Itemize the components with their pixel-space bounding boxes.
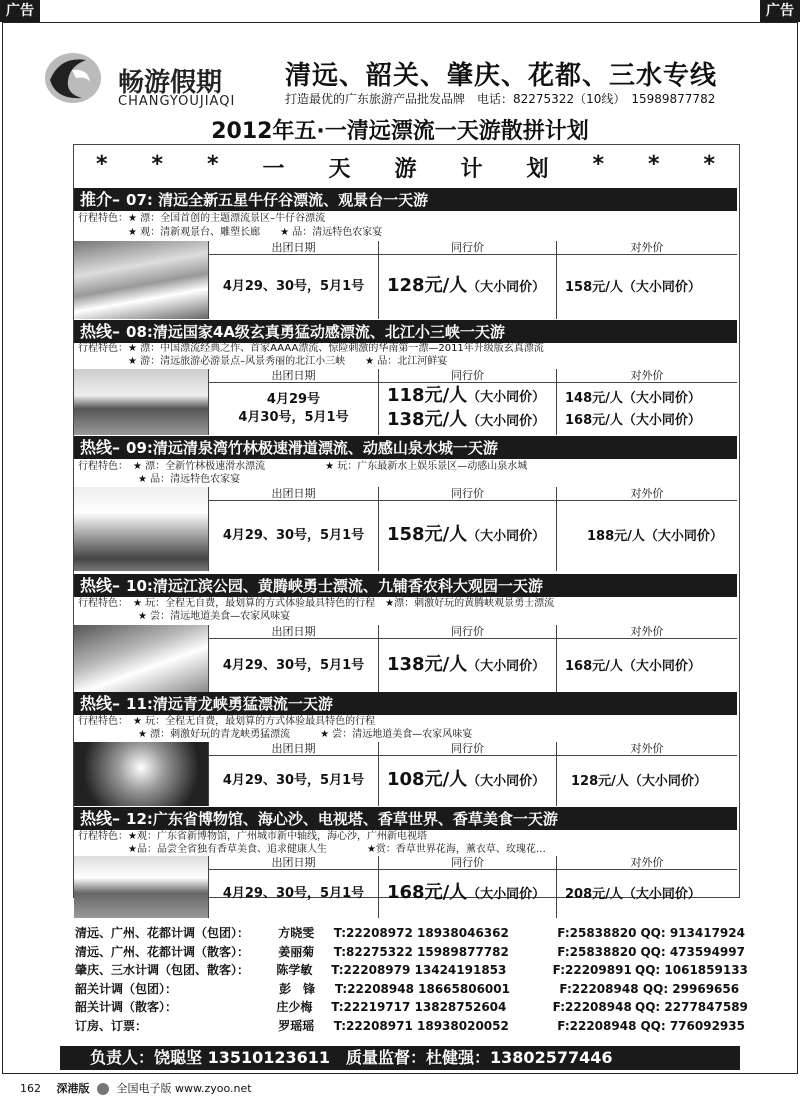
contact-tel: T:82275322 15989877782 [333, 944, 509, 959]
public-price: 128元/人 [571, 774, 629, 789]
departure-dates [208, 255, 378, 319]
headline: 清远、韶关、肇庆、花都、三水专线 [285, 61, 718, 91]
public-price-header: 对外价 [556, 487, 737, 501]
contact-row [75, 998, 748, 1017]
departure-dates [208, 501, 378, 571]
price-note: （大小同价） [622, 413, 701, 428]
trade-price: 138元/人 [387, 409, 468, 430]
stars-text-char: 划 [526, 157, 549, 182]
contact-fax: F:22208948 [557, 1018, 637, 1033]
route-title: 08:清远国家4A级玄真勇猛动感漂流、北江小三峡一天游 [126, 323, 505, 341]
stars-line [74, 152, 737, 183]
route-tag: 热线– [80, 438, 121, 457]
edition-label: 深港版 [56, 1082, 90, 1095]
star: * [95, 152, 108, 177]
route-photo [74, 487, 209, 571]
contact-fax: F:25838820 [557, 944, 637, 959]
price-table [74, 241, 737, 319]
price-table [74, 369, 737, 435]
star: * [206, 152, 219, 177]
brand-name: 畅游假期 [118, 68, 223, 98]
trade-price-header: 同行价 [378, 856, 556, 870]
route-tag: 推介– [80, 190, 121, 209]
date-text: 4月29、30号，5月1号 [222, 528, 365, 543]
route-feature: 行程特色：★ 漂：中国漂流经典之作、首家AAAA漂流、惊险刺激的华南第一漂—2011年升级版玄真漂流 [78, 343, 544, 354]
price-note: （大小同价） [467, 529, 546, 544]
public-price: 188元/人 [587, 529, 645, 544]
public-price-cell [556, 255, 737, 319]
trade-price-cell [378, 639, 556, 693]
contact-name: 彭 锋 [279, 981, 316, 996]
date-text: 4月29、30号，5月1号 [222, 279, 365, 294]
contact-qq: QQ: 913417924 [640, 926, 745, 940]
star: * [151, 152, 163, 177]
star: * [703, 152, 715, 177]
route-photo [74, 369, 209, 435]
route-tag: 热线– [80, 322, 121, 341]
stars-text-char: 天 [328, 157, 351, 182]
public-price-cell [556, 756, 737, 806]
trade-price-header: 同行价 [378, 625, 556, 639]
public-price-cell [556, 501, 737, 571]
contact-dept: 订房、订票： [75, 1018, 148, 1033]
contact-name: 庄少梅 [276, 1000, 313, 1014]
contact-row [75, 1017, 745, 1036]
route-feature: ★ 漂：刺激好玩的青龙峡勇猛漂流 ★ 尝：清远地道美食—农家风味宴 [78, 729, 473, 740]
departure-dates [208, 383, 378, 435]
ad-label-left: 广告 [0, 0, 40, 22]
public-price: 158元/人 [565, 280, 623, 295]
public-price-header: 对外价 [556, 856, 737, 870]
route-header [74, 692, 737, 715]
date-text: 4月29、30号，5月1号 [222, 658, 365, 673]
trade-price-cell [378, 501, 556, 571]
route-tag: 热线– [80, 576, 121, 595]
route-title: 10:清远江滨公园、黄腾峡勇士漂流、九铺香农科大观园一天游 [126, 577, 543, 595]
date-text: 4月30号，5月1号 [238, 410, 349, 425]
route-feature: ★品：品尝全省独有香草美食、追求健康人生 ★赏：香草世界花海，薰衣草、玫瑰花… [78, 844, 546, 855]
ad-label-right: 广告 [760, 0, 800, 22]
route-header [74, 436, 737, 459]
contact-qq: QQ: 2277847589 [635, 1000, 748, 1014]
date-header: 出团日期 [208, 487, 378, 501]
contact-fax: F:22208948 [552, 1000, 632, 1014]
trade-price: 118元/人 [387, 385, 468, 406]
contact-dept: 清远、广州、花都计调（包团）： [75, 926, 250, 940]
brand-logo-icon [42, 50, 104, 106]
price-table [74, 856, 737, 918]
price-note: （大小同价） [622, 280, 701, 295]
price-table [74, 487, 737, 571]
route-feature: ★ 品：清远特色农家宴 [78, 474, 241, 485]
route-title: 11:清远青龙峡勇猛漂流一天游 [126, 695, 333, 713]
contact-fax: F:22209891 [552, 963, 632, 977]
price-note: （大小同价） [467, 774, 546, 789]
price-note: （大小同价） [644, 529, 723, 544]
contact-dept: 韶关计调（散客）： [75, 1000, 178, 1014]
route-header [74, 320, 737, 343]
route-title: 12:广东省博物馆、海心沙、电视塔、香草世界、香草美食一天游 [126, 810, 558, 828]
tagline: 打造最优的广东旅游产品批发品牌 电话：82275322（10线） 15989877782 [285, 92, 716, 106]
route-tag: 热线– [80, 694, 121, 713]
contact-fax: F:25838820 [557, 926, 637, 940]
contact-row [75, 961, 748, 980]
route-header [74, 188, 737, 211]
price-table [74, 742, 737, 806]
contact-qq: QQ: 1061859133 [635, 963, 748, 977]
route-feature: ★ 观：清新观景台、雕塑长廊 ★ 品：清远特色农家宴 [78, 227, 383, 238]
date-header: 出团日期 [208, 241, 378, 255]
public-price-cell [556, 639, 737, 693]
departure-dates [208, 870, 378, 918]
page-number: 162 [20, 1082, 41, 1095]
price-note: （大小同价） [622, 391, 701, 406]
trade-price-cell [378, 756, 556, 806]
route-tag: 热线– [80, 809, 121, 828]
route-title: 09:清远清泉湾竹林极速滑道漂流、动感山泉水城一天游 [126, 439, 498, 457]
responsible-bar: 负责人：饶聪坚 13510123611 质量监督：杜健强：13802577446 [60, 1046, 740, 1070]
date-header: 出团日期 [208, 625, 378, 639]
price-note: （大小同价） [467, 280, 546, 295]
public-price-cell [556, 383, 737, 435]
trade-price-header: 同行价 [378, 487, 556, 501]
trade-price-header: 同行价 [378, 369, 556, 383]
public-price: 168元/人 [565, 413, 623, 428]
contact-row [75, 924, 745, 943]
contact-name: 方晓雯 [278, 926, 315, 940]
route-feature: 行程特色： ★ 玩：全程无自费，最划算的方式体验最具特色的行程 [78, 716, 376, 727]
price-note: （大小同价） [467, 659, 546, 674]
route-feature: 行程特色： ★ 漂：全新竹林极速滑水漂流 ★ 玩：广东最新水上娱乐景区—动感山泉水城 [78, 461, 528, 472]
date-text: 4月29、30号，5月1号 [222, 886, 365, 901]
contacts-list [75, 924, 748, 1035]
contact-dept: 韶关计调（包团）： [75, 981, 178, 996]
stars-text-char: 游 [394, 157, 417, 182]
date-header: 出团日期 [208, 742, 378, 756]
contact-row [75, 980, 745, 999]
date-text: 4月29、30号，5月1号 [222, 773, 365, 788]
route-feature: 行程特色：★ 漂：全国首创的主题漂流景区–牛仔谷漂流 [78, 213, 326, 224]
contact-row [75, 943, 745, 962]
price-table [74, 625, 737, 693]
public-price-cell [556, 870, 737, 918]
edition-logo-icon [97, 1083, 109, 1095]
star: * [647, 152, 660, 177]
route-header [74, 807, 737, 830]
date-header: 出团日期 [208, 856, 378, 870]
plan-title: 2012年五·一清远漂流一天游散拼计划 [211, 119, 589, 144]
route-header [74, 574, 737, 597]
stars-text-char: 计 [460, 157, 483, 182]
trade-price: 138元/人 [387, 654, 468, 675]
price-note: （大小同价） [622, 659, 701, 674]
trade-price: 108元/人 [387, 769, 468, 790]
public-price: 148元/人 [565, 391, 623, 406]
contact-fax: F:22208948 [559, 981, 639, 996]
public-price-header: 对外价 [556, 369, 737, 383]
route-photo [74, 241, 209, 319]
contact-name: 陈学敏 [276, 963, 313, 977]
site-label: 全国电子版 www.zyoo.net [116, 1082, 252, 1095]
contact-qq: QQ: 29969656 [642, 981, 740, 996]
route-feature: ★ 尝：清远地道美食—农家风味宴 [78, 611, 291, 622]
contact-tel: T:22208979 13424191853 [331, 963, 507, 977]
page-footer [20, 1080, 252, 1096]
public-price: 168元/人 [565, 659, 623, 674]
price-note: （大小同价） [467, 390, 546, 405]
route-feature: 行程特色： ★ 玩：全程无自费，最划算的方式体验最具特色的行程 ★漂：刺激好玩的黄腾峡观景勇士漂流 [78, 598, 555, 609]
brand-pinyin: CHANGYOUJIAQI [118, 94, 236, 109]
route-feature: ★ 游：清远旅游必游景点–风景秀丽的北江小三峡 ★ 品：北江河鲜宴 [78, 356, 448, 367]
public-price-header: 对外价 [556, 241, 737, 255]
date-header: 出团日期 [208, 369, 378, 383]
public-price-header: 对外价 [556, 625, 737, 639]
price-note: （大小同价） [467, 887, 546, 902]
public-price-header: 对外价 [556, 742, 737, 756]
contact-name: 姜丽菊 [278, 944, 315, 959]
route-title: 07: 清远全新五星牛仔谷漂流、观景台一天游 [126, 191, 429, 209]
trade-price-cell [378, 255, 556, 319]
trade-price-header: 同行价 [378, 241, 556, 255]
public-price: 208元/人 [565, 887, 623, 902]
contact-qq: QQ: 776092935 [640, 1018, 745, 1033]
contact-tel: T:22208948 18665806001 [334, 981, 510, 996]
trade-price-cell [378, 383, 556, 435]
trade-price-cell [378, 870, 556, 918]
price-note: （大小同价） [622, 887, 701, 902]
trade-price: 128元/人 [387, 275, 468, 296]
contact-qq: QQ: 473594997 [640, 944, 745, 959]
contact-tel: T:22208971 18938020052 [333, 1018, 509, 1033]
contact-dept: 肇庆、三水计调（包团、散客）： [75, 963, 250, 977]
departure-dates [208, 756, 378, 806]
route-photo [74, 742, 209, 806]
route-photo [74, 625, 209, 693]
star: * [592, 152, 604, 177]
contact-dept: 清远、广州、花都计调（散客）： [75, 944, 250, 959]
stars-text-char: 一 [262, 157, 285, 182]
date-text: 4月29号 [266, 392, 321, 407]
contact-tel: T:22208972 18938046362 [333, 926, 509, 940]
contact-tel: T:22219717 13828752604 [331, 1000, 507, 1014]
route-photo [74, 856, 209, 918]
price-note: （大小同价） [628, 774, 707, 789]
trade-price: 168元/人 [387, 882, 468, 903]
trade-price-header: 同行价 [378, 742, 556, 756]
route-feature: 行程特色：★观：广东省新博物馆，广州城市新中轴线，海心沙，广州新电视塔 [78, 831, 427, 842]
departure-dates [208, 639, 378, 693]
price-note: （大小同价） [467, 414, 546, 429]
trade-price: 158元/人 [387, 524, 468, 545]
contact-name: 罗瑶瑶 [278, 1018, 315, 1033]
